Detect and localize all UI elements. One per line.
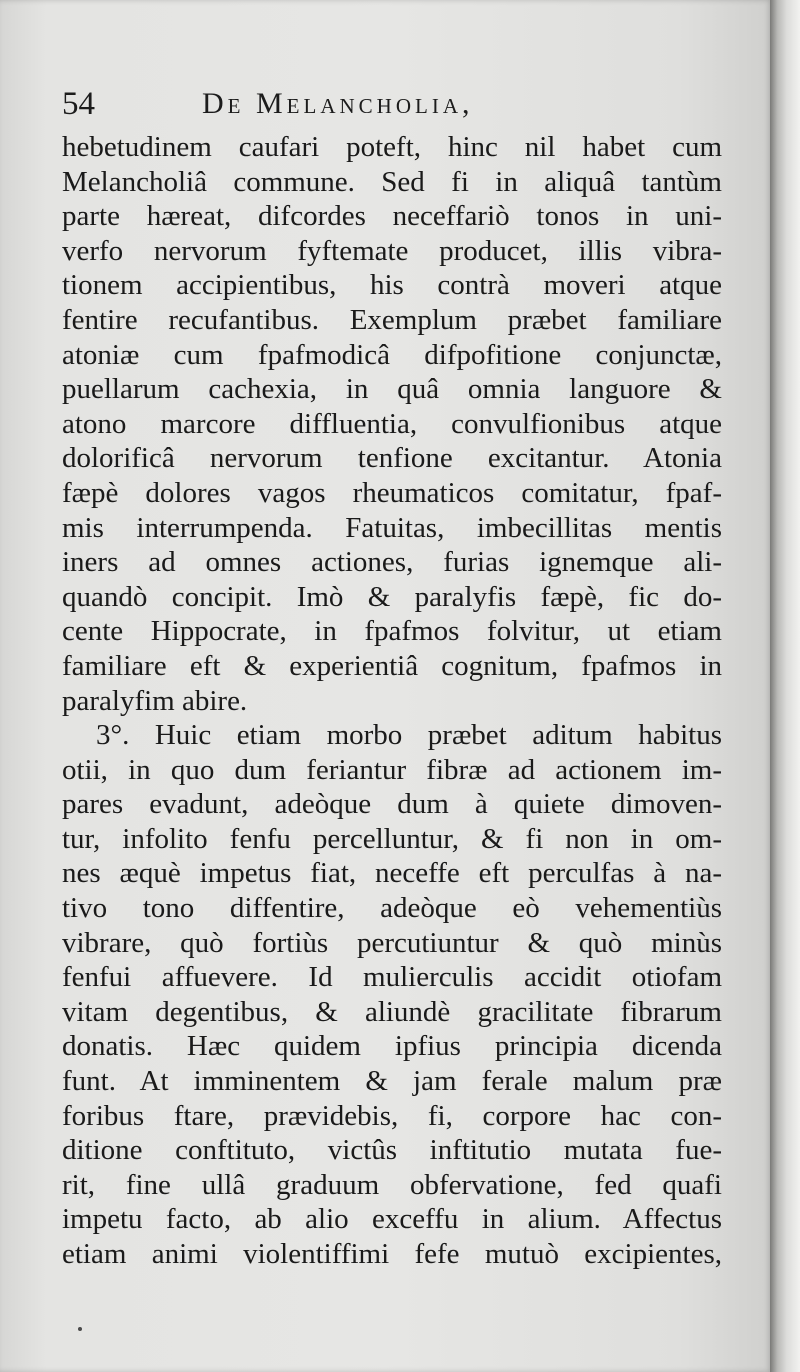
text-line: fentire recufantibus. Exemplum præbet familiare bbox=[62, 303, 722, 336]
page-header bbox=[62, 82, 722, 126]
text-line: funt. At imminentem & jam ferale malum præ bbox=[62, 1065, 722, 1098]
text-line: hebetudinem caufari poteft, hinc nil habet cum bbox=[62, 131, 722, 163]
text-line: parte hæreat, difcordes neceffariò tonos in uni- bbox=[62, 200, 722, 233]
text-line: etiam animi violentiffimi fefe mutuò excipientes, bbox=[62, 1238, 722, 1270]
text-line: fenfui affuevere. Id mulierculis accidit otiofam bbox=[62, 961, 722, 994]
text-line: vitam degentibus, & aliundè gracilitate fibrarum bbox=[62, 995, 722, 1028]
text-line: iners ad omnes actiones, furias ignemque ali- bbox=[62, 546, 722, 579]
text-line: familiare eft & experientiâ cognitum, fpafmos in bbox=[62, 649, 722, 682]
text-line: verfo nervorum fyftemate producet, illis vibra- bbox=[62, 234, 722, 267]
text-line: pares evadunt, adeòque dum à quiete dimoven- bbox=[62, 788, 722, 821]
running-title: De Melancholia, bbox=[202, 87, 474, 120]
text-line: Melancholiâ commune. Sed fi in aliquâ tantùm bbox=[62, 165, 722, 198]
text-line: tionem accipientibus, his contrà moveri atque bbox=[62, 269, 722, 302]
text-line: quandò concipit. Imò & paralyfis fæpè, fic do- bbox=[62, 580, 722, 613]
text-line: paralyfim abire. bbox=[62, 684, 248, 717]
text-line: cente Hippocrate, in fpafmos folvitur, ut etiam bbox=[62, 615, 722, 648]
text-line: donatis. Hæc quidem ipfius principia dicenda bbox=[62, 1030, 722, 1063]
text-line: ditione conftituto, victûs inftitutio mutata fue- bbox=[62, 1134, 722, 1167]
text-line: impetu facto, ab alio exceffu in alium. Affectus bbox=[62, 1203, 722, 1236]
body-text bbox=[62, 130, 722, 1272]
text-line: nes æquè impetus fiat, neceffe eft perculfas à na- bbox=[62, 857, 722, 890]
text-line: atoniæ cum fpafmodicâ difpofitione conjunctæ, bbox=[62, 338, 722, 371]
paragraph-start-line: 3°. Huic etiam morbo præbet aditum habitus bbox=[96, 719, 722, 752]
text-line: foribus ftare, prævidebis, fi, corpore hac con- bbox=[62, 1099, 722, 1132]
text-line: dolorificâ nervorum tenfione excitantur. Atonia bbox=[62, 442, 722, 475]
text-line: otii, in quo dum feriantur fibræ ad actionem im- bbox=[62, 753, 722, 786]
text-line: atono marcore diffluentia, convulfionibus atque bbox=[62, 407, 722, 440]
text-line: tur, infolito fenfu percelluntur, & fi non in om- bbox=[62, 822, 722, 855]
text-line: puellarum cachexia, in quâ omnia languore & bbox=[62, 373, 722, 406]
book-gutter bbox=[770, 0, 800, 1372]
ink-speck bbox=[78, 1327, 82, 1331]
text-line: rit, fine ullâ graduum obfervatione, fed quafi bbox=[62, 1168, 722, 1201]
text-line: fæpè dolores vagos rheumaticos comitatur, fpaf- bbox=[62, 476, 722, 509]
text-line: mis interrumpenda. Fatuitas, imbecillitas mentis bbox=[62, 511, 722, 544]
text-line: vibrare, quò fortiùs percutiuntur & quò minùs bbox=[62, 926, 722, 959]
text-line: tivo tono diffentire, adeòque eò vehementiùs bbox=[62, 892, 722, 925]
page-number: 54 bbox=[62, 86, 95, 122]
